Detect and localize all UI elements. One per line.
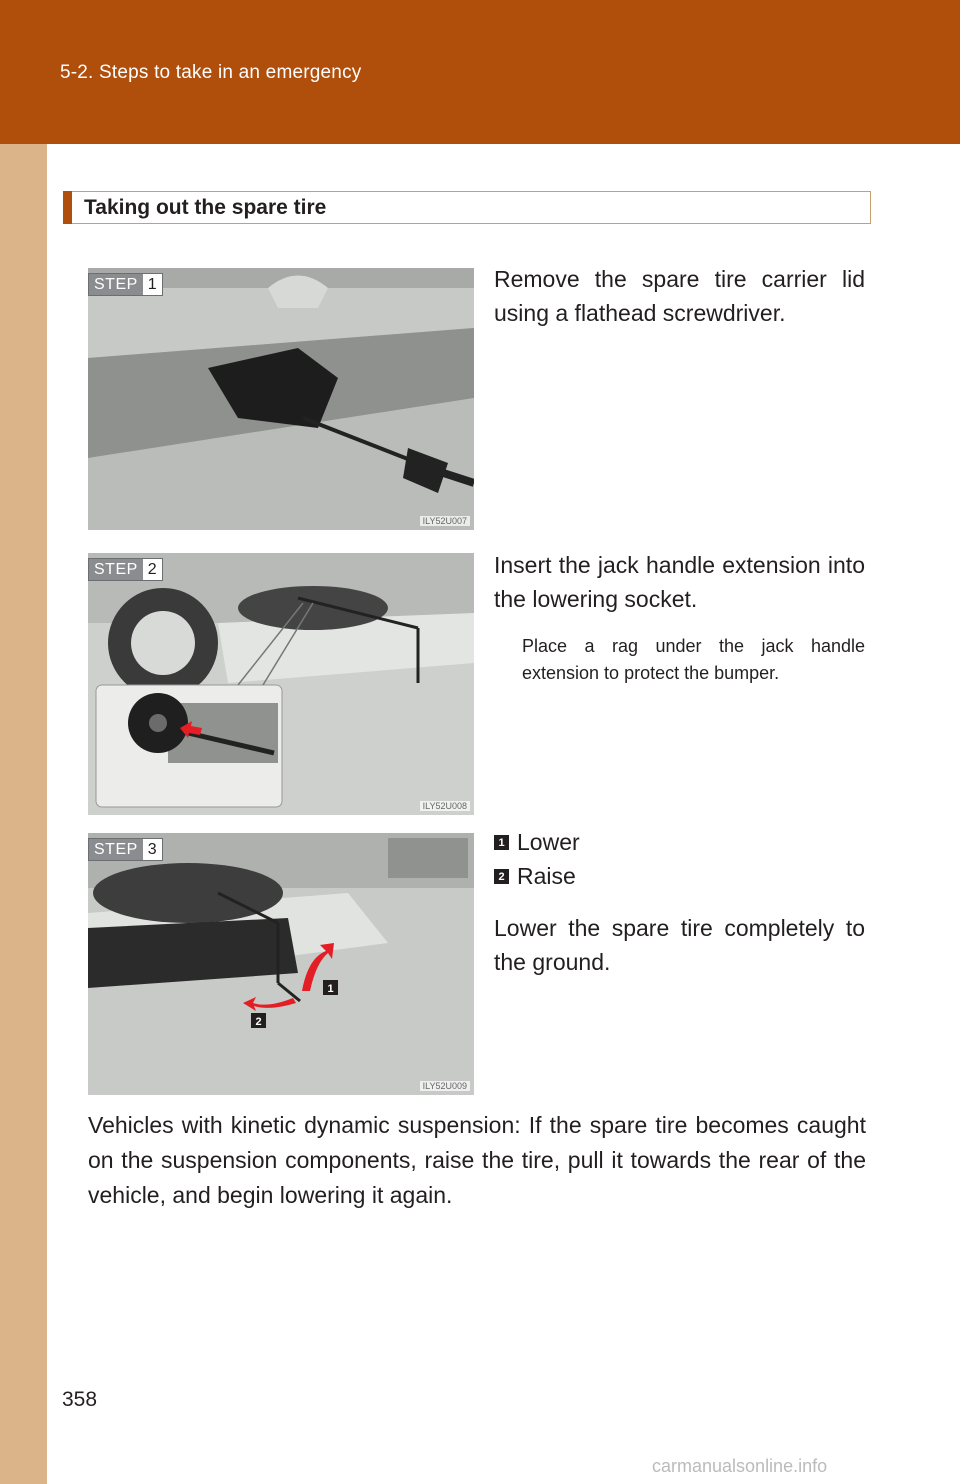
section-title-bar (63, 191, 871, 224)
step2-note: Place a rag under the jack handle extension to protect the bumper. (522, 636, 865, 683)
figure-code: ILY52U007 (420, 516, 470, 526)
legend-item-lower (494, 829, 580, 856)
legend-text: Raise (517, 863, 576, 889)
watermark[interactable]: carmanualsonline.info (652, 1456, 828, 1476)
step2-illustration (88, 553, 474, 815)
step3-illustration (88, 833, 474, 1095)
step1-text: Remove the spare tire carrier lid using a flathead screwdriver. (494, 266, 865, 326)
page-header (0, 0, 960, 144)
legend-item-raise (494, 863, 576, 890)
legend-text: Lower (517, 829, 580, 855)
marker-2-icon: 2 (494, 869, 509, 884)
figure-code: ILY52U008 (420, 801, 470, 811)
figure-code: ILY52U009 (420, 1081, 470, 1091)
step-badge (88, 273, 163, 296)
step-badge (88, 838, 163, 861)
step-label: STEP (89, 839, 143, 860)
svg-text:2: 2 (255, 1016, 262, 1028)
step3-text: Lower the spare tire completely to the ground. (494, 915, 865, 975)
svg-text:1: 1 (327, 983, 334, 995)
step-badge (88, 558, 163, 581)
step-label: STEP (89, 274, 143, 295)
step-label: STEP (89, 559, 143, 580)
kinetic-suspension-note: Vehicles with kinetic dynamic suspension: If the spare tire becomes caught on the suspension components, raise the tire, pull it towards the rear of the vehicle, and begin lowering it again. (88, 1112, 866, 1208)
page-number: 358 (62, 1388, 98, 1411)
step-number: 1 (147, 276, 157, 293)
step1-illustration (88, 268, 474, 530)
step2-text: Insert the jack handle extension into the lowering socket. (494, 552, 865, 612)
section-label: 5-2. Steps to take in an emergency (60, 62, 362, 83)
step-number: 2 (147, 561, 157, 578)
section-title: Taking out the spare tire (84, 196, 327, 219)
title-accent (63, 191, 72, 224)
marker-1-icon: 1 (494, 835, 509, 850)
side-margin-bar (0, 0, 47, 1484)
step-number: 3 (147, 841, 157, 858)
